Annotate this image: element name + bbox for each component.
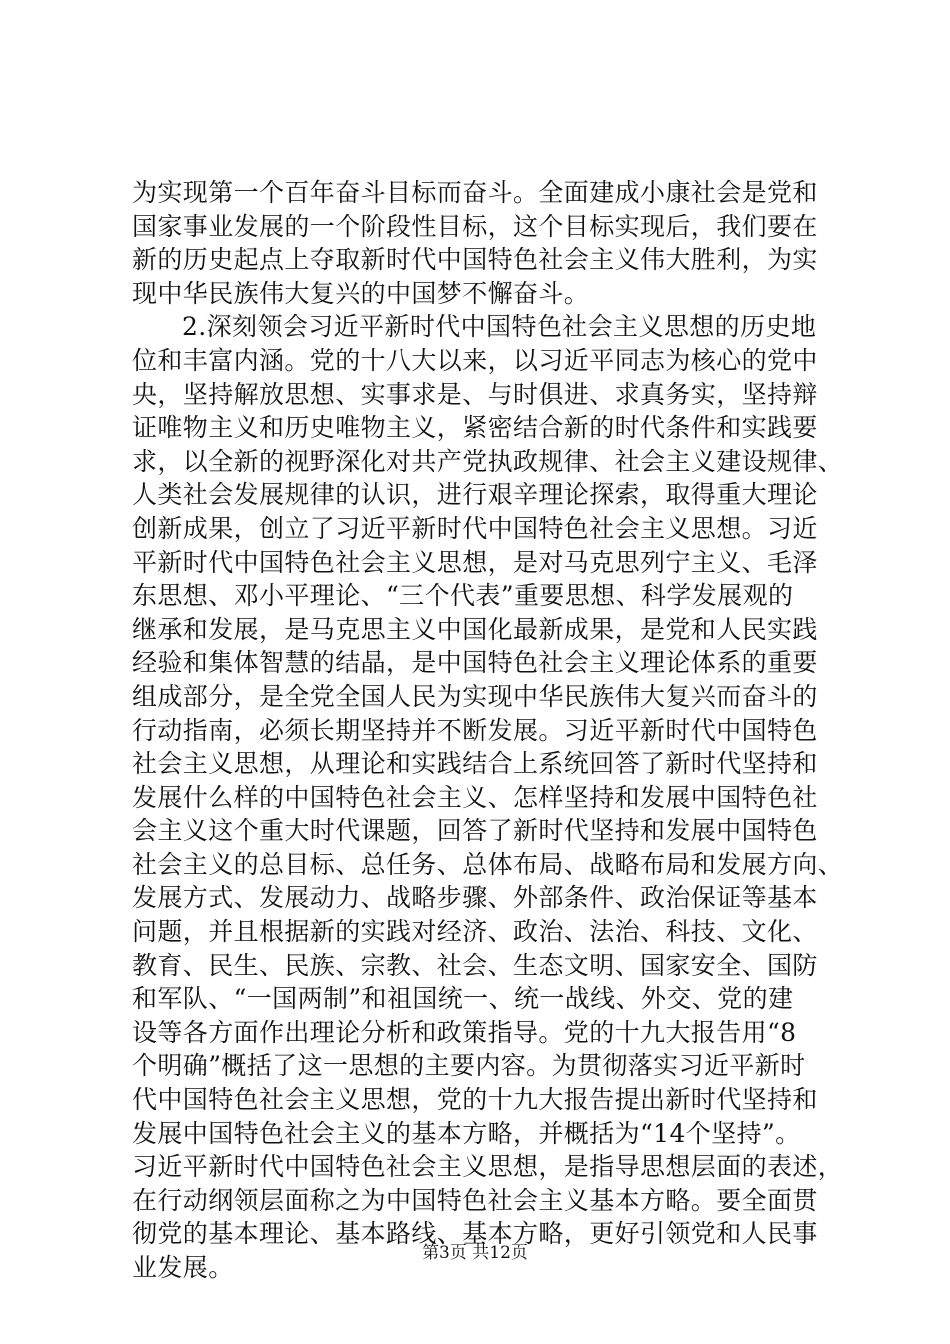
text-line: 位和丰富内涵。党的十八大以来，以习近平同志为核心的党中 <box>132 345 818 375</box>
page-number-label: 第3页 共12页 <box>422 1243 528 1263</box>
text-line: 发展什么样的中国特色社会主义、怎样坚持和发展中国特色社 <box>132 782 818 812</box>
text-line: 习近平新时代中国特色社会主义思想，是指导思想层面的表述， <box>132 1152 844 1182</box>
text-line: 继承和发展，是马克思主义中国化最新成果，是党和人民实践 <box>132 614 818 644</box>
text-line: 在行动纲领层面称之为中国特色社会主义基本方略。要全面贯 <box>132 1185 818 1215</box>
text-line: 会主义这个重大时代课题，回答了新时代坚持和发展中国特色 <box>132 816 818 846</box>
text-line: 经验和集体智慧的结晶，是中国特色社会主义理论体系的重要 <box>132 648 818 678</box>
text-line: 国家事业发展的一个阶段性目标，这个目标实现后，我们要在 <box>132 211 818 241</box>
text-line: 和军队、“一国两制”和祖国统一、统一战线、外交、党的建 <box>132 984 794 1014</box>
page-footer <box>0 1242 950 1264</box>
text-line: 教育、民生、民族、宗教、社会、生态文明、国家安全、国防 <box>132 950 818 980</box>
text-line: 平新时代中国特色社会主义思想，是对马克思列宁主义、毛泽 <box>132 547 818 577</box>
text-line: 社会主义的总目标、总任务、总体布局、战略布局和发展方向、 <box>132 849 844 879</box>
text-line: 为实现第一个百年奋斗目标而奋斗。全面建成小康社会是党和 <box>132 178 818 207</box>
text-line: 问题，并且根据新的实践对经济、政治、法治、科技、文化、 <box>132 917 818 947</box>
text-line: 现中华民族伟大复兴的中国梦不懈奋斗。 <box>132 278 590 308</box>
text-line: 发展中国特色社会主义的基本方略，并概括为“14个坚持”。 <box>132 1118 801 1148</box>
text-line: 行动指南，必须长期坚持并不断发展。习近平新时代中国特色 <box>132 715 818 745</box>
text-line: 创新成果，创立了习近平新时代中国特色社会主义思想。习近 <box>132 513 818 543</box>
text-line: 组成部分，是全党全国人民为实现中华民族伟大复兴而奋斗的 <box>132 681 818 711</box>
text-line: 业发展。 <box>132 1253 234 1282</box>
text-line: 彻党的基本理论、基本路线、基本方略，更好引领党和人民事 <box>132 1219 818 1249</box>
text-line: 东思想、邓小平理论、“三个代表”重要思想、科学发展观的 <box>132 581 794 611</box>
text-line: 个明确”概括了这一思想的主要内容。为贯彻落实习近平新时 <box>132 1051 806 1081</box>
paragraph-1 <box>132 176 832 310</box>
body-text <box>132 176 844 1285</box>
text-line: 证唯物主义和历史唯物主义，紧密结合新的时代条件和实践要 <box>132 413 818 443</box>
paragraph-2 <box>132 310 844 1284</box>
text-line: 设等各方面作出理论分析和政策指导。党的十九大报告用“8 <box>132 1017 797 1047</box>
text-line: 新的历史起点上夺取新时代中国特色社会主义伟大胜利，为实 <box>132 245 818 275</box>
text-line: 央，坚持解放思想、实事求是、与时俱进、求真务实，坚持辩 <box>132 379 818 409</box>
text-line: 人类社会发展规律的认识，进行艰辛理论探索，取得重大理论 <box>132 480 818 510</box>
text-line: 社会主义思想，从理论和实践结合上系统回答了新时代坚持和 <box>132 749 818 779</box>
text-line: 发展方式、发展动力、战略步骤、外部条件、政治保证等基本 <box>132 883 818 913</box>
text-line: 代中国特色社会主义思想，党的十九大报告提出新时代坚持和 <box>132 1085 818 1115</box>
text-line-first: 2.深刻领会习近平新时代中国特色社会主义思想的历史地 <box>182 312 817 342</box>
text-line: 求，以全新的视野深化对共产党执政规律、社会主义建设规律、 <box>132 446 844 476</box>
